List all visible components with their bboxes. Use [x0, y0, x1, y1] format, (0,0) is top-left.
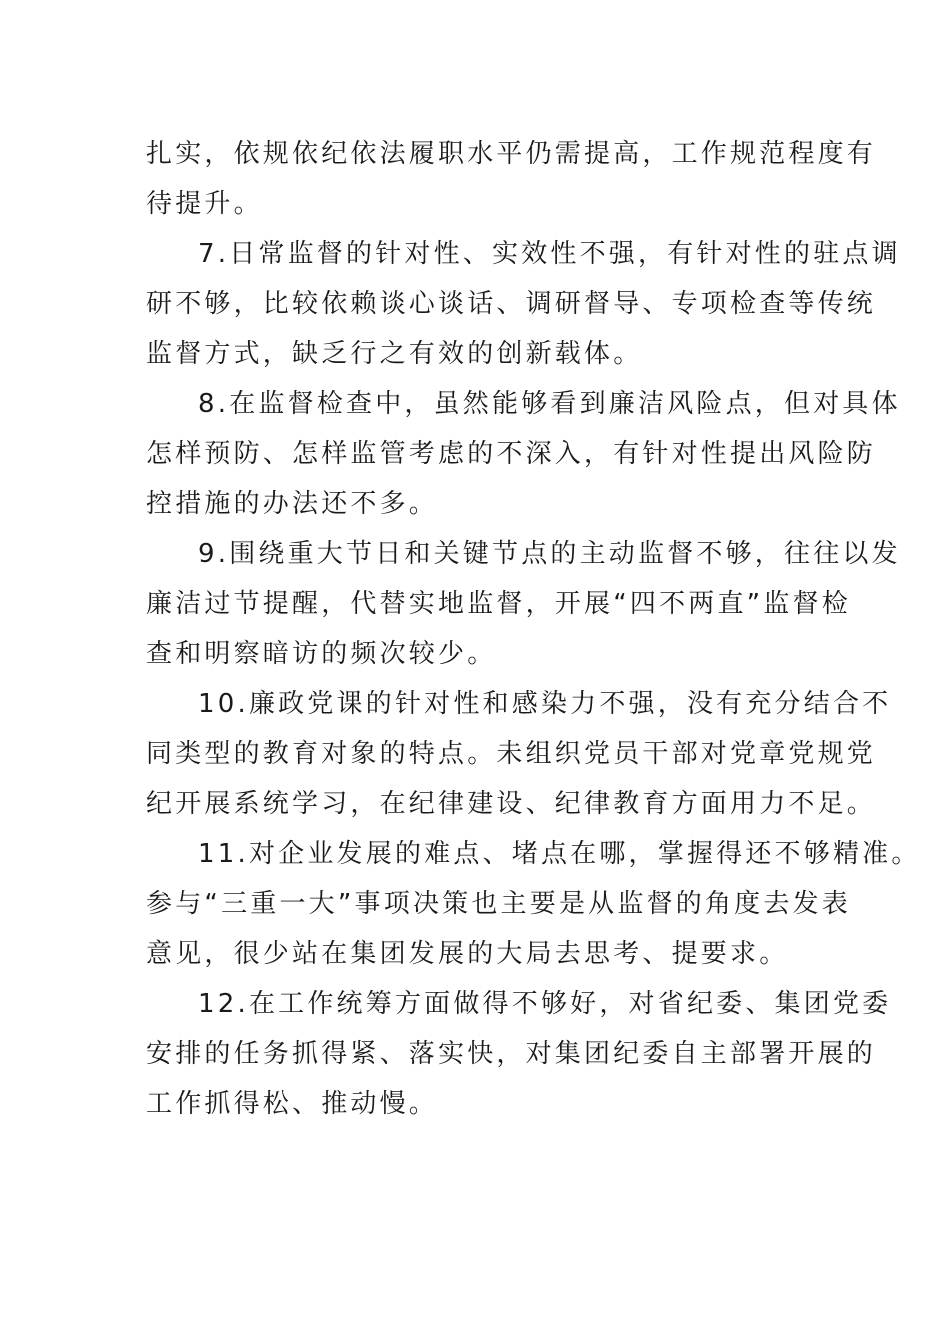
text-line: 纪开展系统学习，在纪律建设、纪律教育方面用力不足。 — [146, 789, 877, 819]
text-line: 查和明察暗访的频次较少。 — [146, 639, 497, 669]
document-body — [146, 129, 921, 1129]
item-9-line: 9.围绕重大节日和关键节点的主动监督不够，往往以发 — [198, 539, 901, 569]
text-line: 廉洁过节提醒，代替实地监督，开展“四不两直”监督检 — [146, 589, 851, 619]
item-8-line: 8.在监督检查中，虽然能够看到廉洁风险点，但对具体 — [198, 389, 901, 419]
item-7-line: 7.日常监督的针对性、实效性不强，有针对性的驻点调 — [198, 239, 901, 269]
text-line: 安排的任务抓得紧、落实快，对集团纪委自主部署开展的 — [146, 1039, 877, 1069]
text-line: 意见，很少站在集团发展的大局去思考、提要求。 — [146, 939, 789, 969]
item-10-line: 10.廉政党课的针对性和感染力不强，没有充分结合不 — [198, 689, 892, 719]
item-12-line: 12.在工作统筹方面做得不够好，对省纪委、集团党委 — [198, 989, 892, 1019]
text-line: 参与“三重一大”事项决策也主要是从监督的角度去发表 — [146, 889, 851, 919]
text-line: 同类型的教育对象的特点。未组织党员干部对党章党规党 — [146, 739, 877, 769]
text-line: 监督方式，缺乏行之有效的创新载体。 — [146, 339, 643, 369]
text-line: 待提升。 — [146, 189, 263, 219]
text-line: 研不够，比较依赖谈心谈话、调研督导、专项检查等传统 — [146, 289, 877, 319]
text-line: 怎样预防、怎样监管考虑的不深入，有针对性提出风险防 — [146, 439, 877, 469]
text-line: 工作抓得松、推动慢。 — [146, 1089, 439, 1119]
text-line: 扎实，依规依纪依法履职水平仍需提高，工作规范程度有 — [146, 139, 877, 169]
text-line: 控措施的办法还不多。 — [146, 489, 439, 519]
item-11-line: 11.对企业发展的难点、堵点在哪，掌握得还不够精准。 — [198, 839, 921, 869]
